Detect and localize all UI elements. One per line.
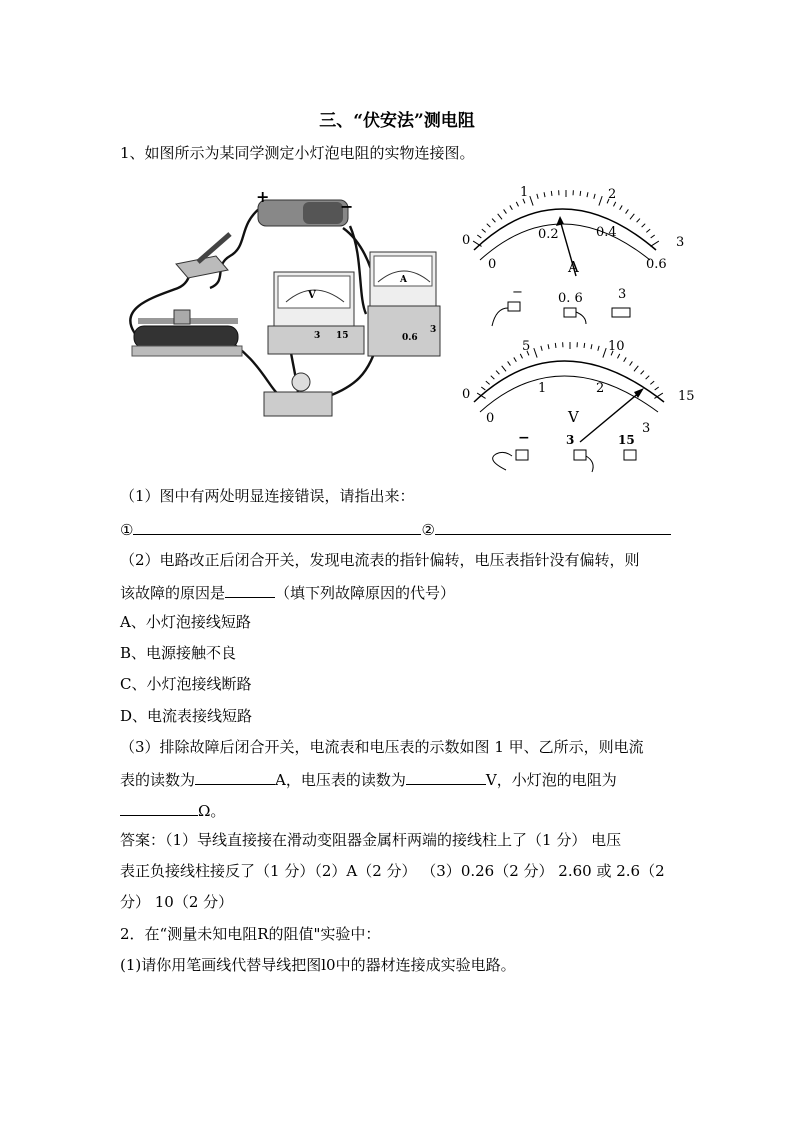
dial-tick <box>516 202 518 206</box>
dial-tick <box>541 346 542 351</box>
part3-resistance-label: V，小灯泡的电阻为 <box>485 771 617 789</box>
dial-tick <box>584 343 585 348</box>
dial-tick <box>537 194 538 199</box>
dial-tick <box>591 344 592 349</box>
page-title: 三、“伏安法”测电阻 <box>319 111 475 131</box>
answer-line-3: 分） 10（2 分） <box>120 893 234 911</box>
apparatus-figure <box>118 186 448 426</box>
dial-tick <box>655 387 659 390</box>
voltmeter-inner-0: 0 <box>486 411 495 426</box>
photo-voltmeter-letter: V <box>308 290 316 301</box>
q1-part3-line1: （3）排除故障后闭合开关，电流表和电压表的示数如图 1 甲、乙所示，则电流 <box>120 738 644 756</box>
dial-tick <box>551 191 552 196</box>
dial-tick <box>598 346 599 351</box>
dial-tick <box>580 191 581 196</box>
battery-plus-label: + <box>256 187 270 206</box>
q1-part2-line2 <box>120 581 455 603</box>
voltmeter-outer-10: 10 <box>608 339 625 354</box>
option-d: D、电流表接线短路 <box>120 707 253 725</box>
ammeter-inner-02: 0.2 <box>538 227 559 242</box>
photo-voltmeter-t15: 15 <box>336 331 349 341</box>
ammeter-inner-06: 0.6 <box>646 257 667 272</box>
dial-tick <box>555 343 556 348</box>
part3-voltage-label: A，电压表的读数为 <box>275 771 406 789</box>
voltmeter-inner-2: 2 <box>596 381 605 396</box>
voltmeter-inner-1: 1 <box>538 381 547 396</box>
dial-tick <box>624 357 627 361</box>
photo-ammeter-t3: 3 <box>430 325 437 335</box>
ammeter-dial <box>462 185 684 326</box>
ammeter-terminal-06: 0. 6 <box>558 291 583 306</box>
dial-tick <box>646 229 650 232</box>
option-b: B、电源接触不良 <box>120 644 237 662</box>
dial-tick <box>496 371 499 375</box>
dial-tick <box>620 205 623 209</box>
option-a: A、小灯泡接线短路 <box>120 613 251 631</box>
dial-tick <box>650 381 654 384</box>
dial-tick <box>594 194 595 199</box>
dial-tick <box>530 196 533 205</box>
answer-blank-2[interactable] <box>435 518 671 535</box>
dial-tick <box>651 235 655 238</box>
dial-tick <box>548 344 549 349</box>
q1-part1: （1）图中有两处明显连接错误，请指出来： <box>120 487 415 505</box>
battery-minus-label: − <box>340 197 354 216</box>
ammeter-inner-04: 0.4 <box>596 225 617 240</box>
dial-tick <box>498 214 502 219</box>
dial-tick <box>617 354 619 358</box>
ammeter-outer-3: 3 <box>676 235 685 250</box>
q1-part1-blanks <box>120 518 671 540</box>
dial-tick <box>492 219 495 223</box>
dial-tick <box>510 205 513 209</box>
q2-part1: (1)请你用笔画线代替导线把图l0中的器材连接成实验电路。 <box>120 956 516 974</box>
resistance-unit: Ω。 <box>198 802 226 820</box>
q1-intro: 1、如图所示为某同学测定小灯泡电阻的实物连接图。 <box>120 144 475 162</box>
voltmeter-letter: V <box>568 408 579 426</box>
dial-tick <box>646 376 650 379</box>
ammeter-outer-0: 0 <box>462 233 471 248</box>
dial-tick <box>587 192 588 197</box>
voltmeter-terminal-3: 3 <box>566 433 575 447</box>
dial-tick <box>641 371 644 375</box>
photo-voltmeter-t3: 3 <box>314 331 321 341</box>
dial-tick <box>637 219 640 223</box>
dial-tick <box>599 196 602 205</box>
q2-intro: 2．在“测量未知电阻R的阻值"实验中： <box>120 925 381 943</box>
voltmeter-dial <box>462 339 695 472</box>
part2-suffix: （填下列故障原因的代号） <box>275 584 456 602</box>
dial-tick <box>502 366 506 371</box>
answer-line-1: 答案：（1）导线直接接在滑动变阻器金属杆两端的接线柱上了（1 分） 电压 <box>120 831 622 849</box>
part3-current-label: 表的读数为 <box>120 771 196 789</box>
voltmeter-terminal-15: 15 <box>618 433 635 447</box>
voltmeter-inner-3: 3 <box>642 421 651 436</box>
photo-ammeter-letter: A <box>400 275 407 285</box>
option-c: C、小灯泡接线断路 <box>120 675 252 693</box>
dial-tick <box>508 361 511 365</box>
ammeter-terminal-minus: − <box>512 285 523 300</box>
dial-tick <box>491 376 495 379</box>
dial-tick <box>650 241 658 246</box>
dial-tick <box>613 202 615 206</box>
ammeter-outer-1: 1 <box>520 185 529 200</box>
ammeter-inner-0: 0 <box>488 257 497 272</box>
dial-tick <box>482 229 486 232</box>
ammeter-outer-2: 2 <box>608 187 617 202</box>
answer-blank-voltage[interactable] <box>406 768 486 785</box>
q1-part2-line1: （2）电路改正后闭合开关，发现电流表的指针偏转，电压表指针没有偏转，则 <box>120 551 640 569</box>
photo-ammeter-t06: 0.6 <box>402 333 418 343</box>
dial-tick <box>630 214 634 219</box>
voltmeter-terminal-minus: − <box>518 430 530 446</box>
dial-tick <box>477 235 481 238</box>
dial-tick <box>626 209 629 213</box>
dial-tick <box>504 209 507 213</box>
answer-blank-resistance[interactable] <box>120 799 198 816</box>
ammeter-terminal-3: 3 <box>618 287 627 302</box>
dial-tick <box>642 224 646 227</box>
dial-tick <box>486 381 490 384</box>
answer-blank-current[interactable] <box>195 768 275 785</box>
voltmeter-outer-0: 0 <box>462 387 471 402</box>
part2-prefix: 该故障的原因是 <box>120 584 226 602</box>
answer-blank-1[interactable] <box>133 518 421 535</box>
dial-tick <box>514 357 517 361</box>
q1-part3-line2 <box>120 768 617 790</box>
blank-mark-1: ① <box>120 521 134 539</box>
dial-tick <box>603 348 606 357</box>
blank-mark-2: ② <box>421 521 435 539</box>
answer-line-2: 表正负接线柱接反了（1 分）（2）A（2 分） （3）0.26（2 分） 2.60 或 2.6（2 <box>120 862 665 880</box>
voltmeter-outer-5: 5 <box>522 339 531 354</box>
q1-part3-line3 <box>120 799 225 821</box>
dial-tick <box>481 387 485 390</box>
dial-tick <box>520 354 522 358</box>
meter-dials-figure <box>452 180 712 480</box>
voltmeter-outer-15: 15 <box>678 389 695 404</box>
dial-tick <box>630 361 633 365</box>
dial-tick <box>544 192 545 197</box>
dial-tick <box>534 348 537 357</box>
answer-blank-fault[interactable] <box>225 581 275 598</box>
dial-tick <box>634 366 638 371</box>
dial-tick <box>487 224 491 227</box>
ammeter-letter: A <box>568 258 579 276</box>
